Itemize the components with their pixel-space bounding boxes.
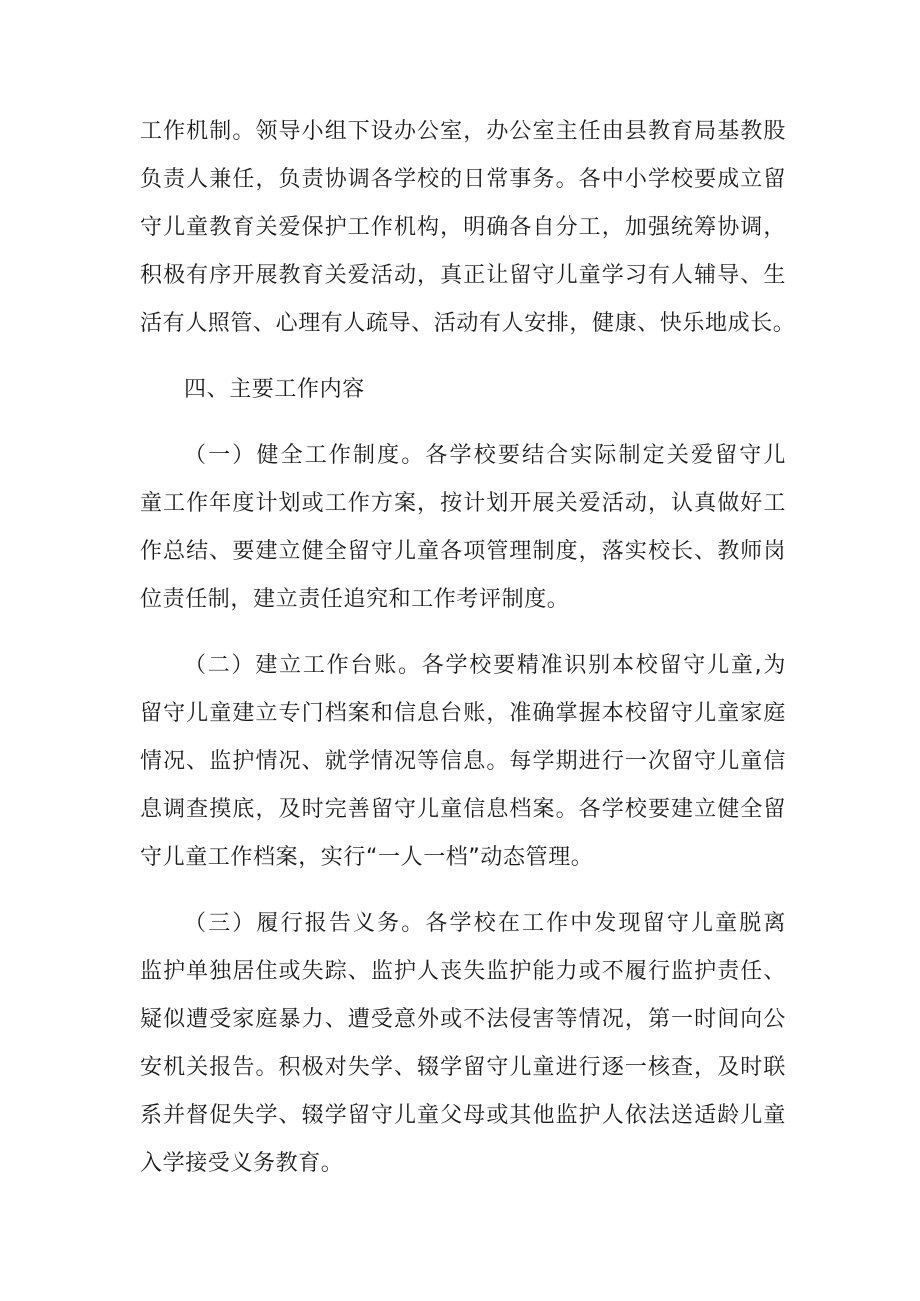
text-line: （二）建立工作台账。各学校要精准识别本校留守儿童,为 bbox=[184, 653, 786, 678]
text-line: （一）健全工作制度。各学校要结合实际制定关爱留守儿 bbox=[184, 443, 786, 468]
text-line: 童工作年度计划或工作方案，按计划开展关爱活动，认真做好工 bbox=[140, 491, 786, 516]
document-body bbox=[140, 108, 796, 1188]
text-line: 作总结、要建立健全留守儿童各项管理制度，落实校长、教师岗 bbox=[140, 539, 786, 564]
text-line: 情况、监护情况、就学情况等信息。每学期进行一次留守儿童信 bbox=[140, 749, 786, 774]
text-line: 工作机制。领导小组下设办公室，办公室主任由县教育局基教股 bbox=[140, 119, 786, 144]
text-line: 留守儿童建立专门档案和信息台账，准确掌握本校留守儿童家庭 bbox=[140, 701, 786, 726]
text-line: 疑似遭受家庭暴力、遭受意外或不法侵害等情况，第一时间向公 bbox=[140, 1007, 786, 1032]
text-line: 守儿童教育关爱保护工作机构，明确各自分工，加强统筹协调， bbox=[140, 215, 786, 240]
paragraph-reporting-duty bbox=[140, 900, 786, 1188]
intro-paragraph bbox=[140, 108, 796, 348]
paragraph-work-system bbox=[140, 432, 786, 624]
text-line: 积极有序开展教育关爱活动，真正让留守儿童学习有人辅导、生 bbox=[140, 263, 786, 288]
paragraph-work-ledger bbox=[140, 642, 786, 882]
text-line: 活有人照管、心理有人疏导、活动有人安排，健康、快乐地成长。 bbox=[140, 311, 796, 336]
text-line: 负责人兼任，负责协调各学校的日常事务。各中小学校要成立留 bbox=[140, 167, 786, 192]
text-line: 入学接受义务教育。 bbox=[140, 1151, 344, 1176]
text-line: 安机关报告。积极对失学、辍学留守儿童进行逐一核查，及时联 bbox=[140, 1055, 786, 1080]
text-line: 守儿童工作档案，实行“一人一档”动态管理。 bbox=[140, 845, 594, 870]
text-line: 监护单独居住或失踪、监护人丧失监护能力或不履行监护责任、 bbox=[140, 959, 786, 984]
text-line: 位责任制，建立责任追究和工作考评制度。 bbox=[140, 587, 570, 612]
text-line: 系并督促失学、辍学留守儿童父母或其他监护人依法送适龄儿童 bbox=[140, 1103, 786, 1128]
text-line: （三）履行报告义务。各学校在工作中发现留守儿童脱离 bbox=[184, 911, 786, 936]
text-line: 息调查摸底，及时完善留守儿童信息档案。各学校要建立健全留 bbox=[140, 797, 786, 822]
section-heading: 四、主要工作内容 bbox=[184, 377, 365, 402]
